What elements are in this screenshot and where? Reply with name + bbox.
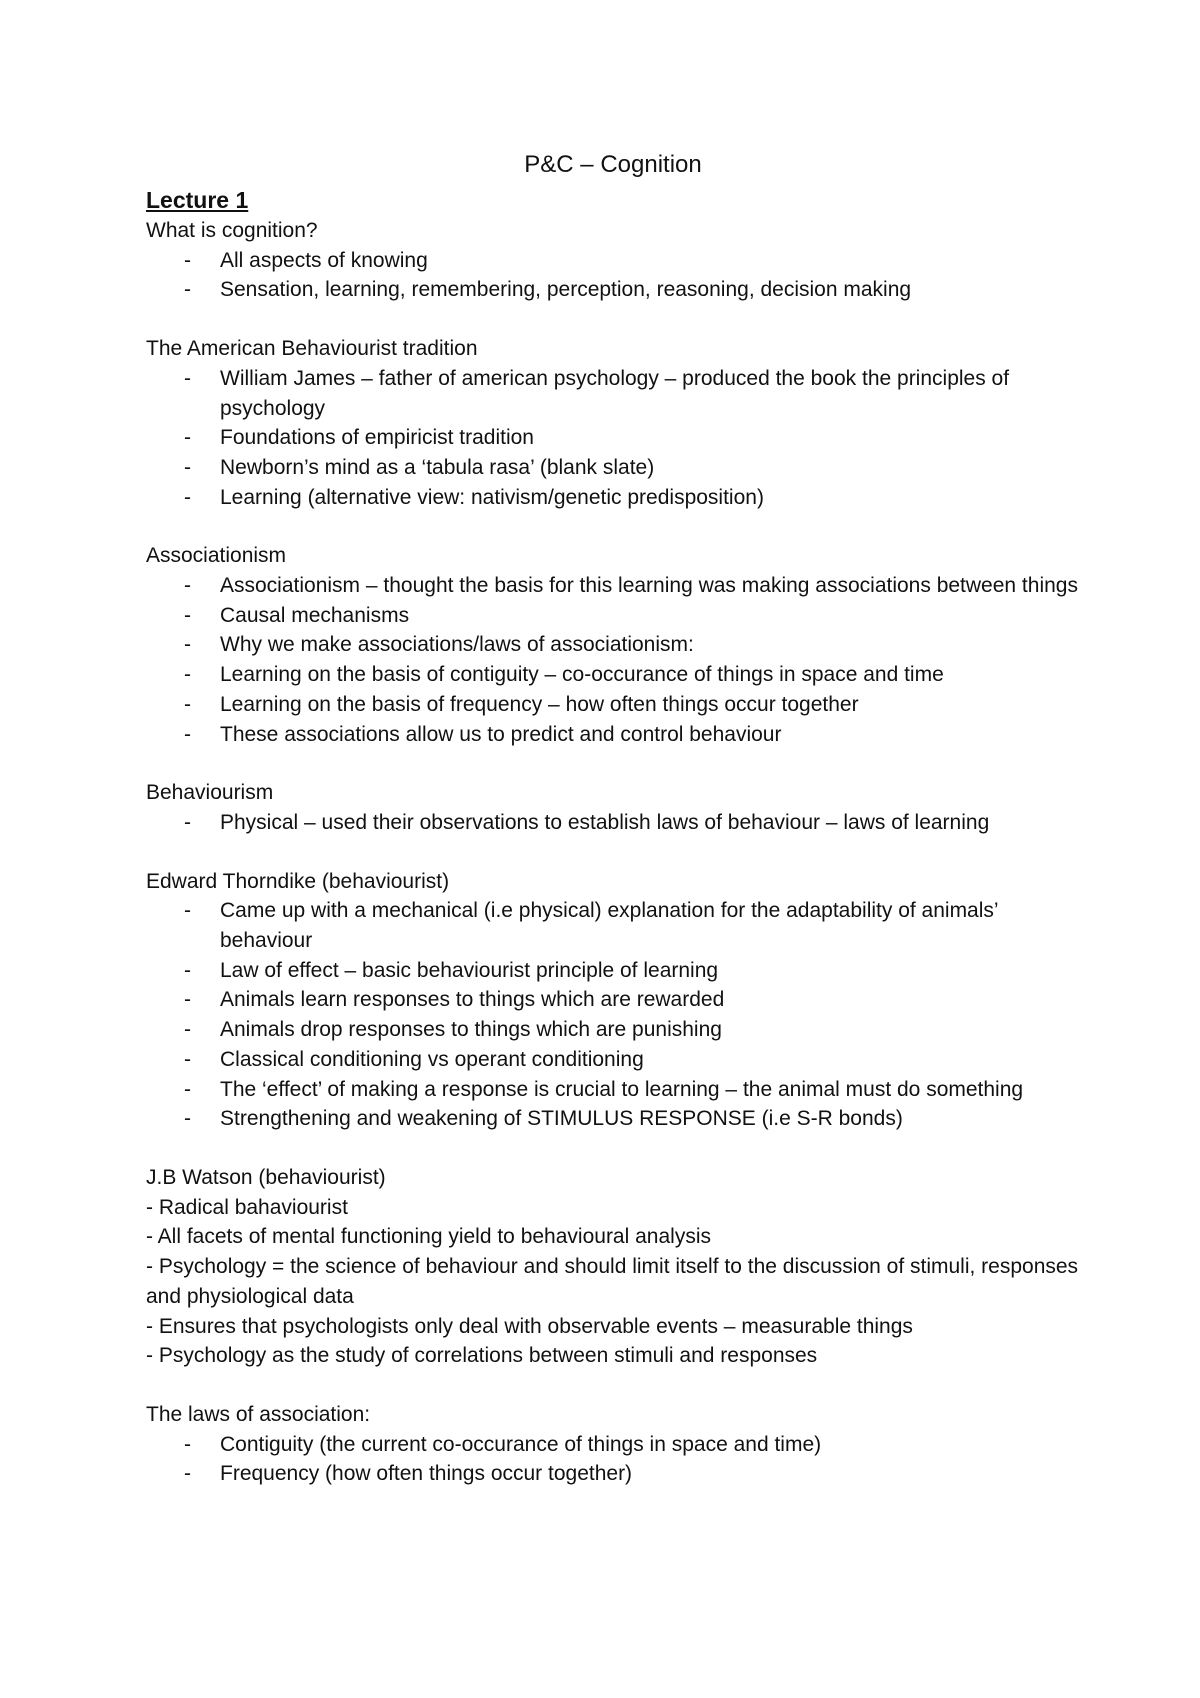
lecture-heading: Lecture 1: [146, 187, 249, 213]
text-line: - Ensures that psychologists only deal with observable events – measurable things: [146, 1314, 913, 1338]
list-item: - William James – father of american psychology – produced the book the principles of psychology: [146, 364, 1080, 423]
list-item: - Frequency (how often things occur together): [146, 1459, 1080, 1489]
section-heading: Edward Thorndike (behaviourist): [146, 869, 450, 893]
section-behaviourism: [146, 778, 1080, 837]
section-heading: J.B Watson (behaviourist): [146, 1165, 386, 1189]
list-item: - Strengthening and weakening of STIMULUS RESPONSE (i.e S-R bonds): [146, 1104, 1080, 1134]
bullet-list: [146, 571, 1080, 749]
list-item: - The ‘effect’ of making a response is crucial to learning – the animal must do something: [146, 1075, 1080, 1105]
section-heading: What is cognition?: [146, 219, 318, 242]
list-item: - Animals drop responses to things which are punishing: [146, 1015, 1080, 1045]
list-item: - Came up with a mechanical (i.e physical) explanation for the adaptability of animals’ behaviour: [146, 896, 1080, 955]
list-item: - Physical – used their observations to establish laws of behaviour – laws of learning: [146, 808, 1080, 838]
section-what-is-cognition: [146, 216, 1080, 305]
list-item: - Newborn’s mind as a ‘tabula rasa’ (blank slate): [146, 453, 1080, 483]
list-item: - Why we make associations/laws of associationism:: [146, 630, 1080, 660]
section-heading: The laws of association:: [146, 1402, 371, 1426]
section-heading: The American Behaviourist tradition: [146, 337, 478, 361]
section-heading: Behaviourism: [146, 781, 274, 805]
section-laws-of-association: [146, 1400, 1080, 1489]
list-item: - Animals learn responses to things which are rewarded: [146, 985, 1080, 1015]
list-item: - These associations allow us to predict and control behaviour: [146, 720, 1080, 750]
text-line: - Psychology as the study of correlations between stimuli and responses: [146, 1344, 818, 1368]
list-item: - Learning on the basis of contiguity – co-occurance of things in space and time: [146, 660, 1080, 690]
section-edward-thorndike: [146, 867, 1080, 1134]
list-item: - Causal mechanisms: [146, 601, 1080, 631]
document-title: P&C – Cognition: [524, 151, 702, 178]
list-item: - Learning on the basis of frequency – how often things occur together: [146, 690, 1080, 720]
list-item: - Contiguity (the current co-occurance of things in space and time): [146, 1430, 1080, 1460]
list-item: - Law of effect – basic behaviourist principle of learning: [146, 956, 1080, 986]
bullet-list: [146, 246, 1080, 305]
bullet-list: [146, 808, 1080, 838]
text-line: - Psychology = the science of behaviour and should limit itself to the discussion of stimuli, responses and physiological data: [146, 1255, 1079, 1308]
section-associationism: [146, 541, 1080, 749]
text-line: - Radical bahaviourist: [146, 1195, 348, 1219]
bullet-list: [146, 364, 1080, 513]
text-line: - All facets of mental functioning yield to behavioural analysis: [146, 1225, 711, 1249]
list-item: - Classical conditioning vs operant conditioning: [146, 1045, 1080, 1075]
list-item: - Learning (alternative view: nativism/genetic predisposition): [146, 483, 1080, 513]
list-item: - Foundations of empiricist tradition: [146, 423, 1080, 453]
bullet-list: [146, 896, 1080, 1134]
section-jb-watson: [146, 1163, 1080, 1371]
section-american-behaviourist-tradition: [146, 334, 1080, 512]
list-item: - All aspects of knowing: [146, 246, 1080, 276]
list-item: - Sensation, learning, remembering, perception, reasoning, decision making: [146, 275, 1080, 305]
bullet-list: [146, 1430, 1080, 1489]
section-heading: Associationism: [146, 544, 287, 568]
list-item: - Associationism – thought the basis for this learning was making associations between things: [146, 571, 1080, 601]
